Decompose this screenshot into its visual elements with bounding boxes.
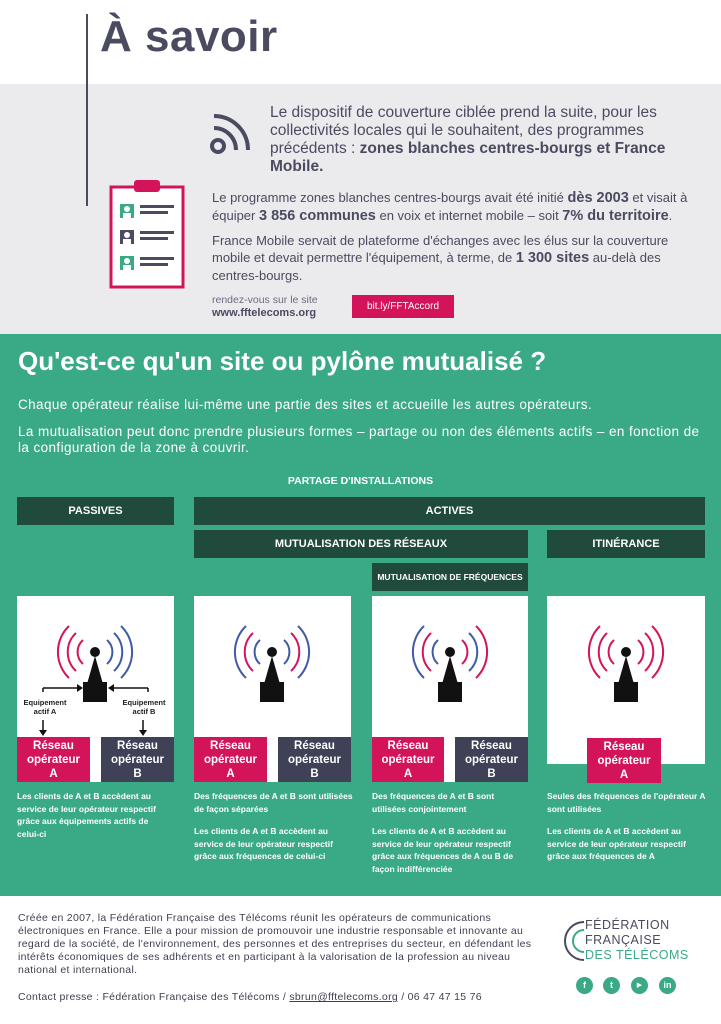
- page-title: À savoir: [100, 12, 278, 61]
- operator-a-box: Réseau opérateur A: [372, 737, 444, 782]
- email-link[interactable]: sbrun@fftelecoms.org: [289, 991, 399, 1003]
- operator-a-box: Réseau opérateur A: [587, 738, 661, 783]
- actives-header: ACTIVES: [194, 497, 705, 525]
- fft-logo-text: FÉDÉRATION FRANÇAISE DES TÉLÉCOMS: [585, 918, 689, 962]
- signal-icon: [208, 108, 256, 156]
- website-link[interactable]: www.fftelecoms.org: [212, 307, 317, 319]
- operator-b-box: Réseau opérateur B: [278, 737, 351, 782]
- itinerance-header: ITINÉRANCE: [547, 530, 705, 558]
- clipboard-icon: [108, 178, 186, 290]
- section-paragraph-2: La mutualisation peut donc prendre plusieurs formes – partage ou non des éléments actifs – en fonction de la configuration de la zone à couvrir.: [18, 424, 700, 455]
- youtube-icon[interactable]: ▶: [631, 977, 648, 994]
- operator-a-box: Réseau opérateur A: [194, 737, 267, 782]
- antenna-tower-icon: [222, 610, 322, 706]
- france-mobile-text: France Mobile servait de plateforme d'échanges avec les élus sur la couverture mobile et devait permettre l'équipement, à terme, de 1 300 sites au-delà des centres-bourgs.: [212, 233, 669, 283]
- antenna-tower-icon: [400, 610, 500, 706]
- linkedin-icon[interactable]: in: [659, 977, 676, 994]
- partage-heading: PARTAGE D'INSTALLATIONS: [287, 475, 434, 487]
- equipment-a-label: Equipement actif A: [23, 698, 67, 716]
- shared-frequencies-description: Des fréquences de A et B sont utilisées conjointement Les clients de A et B accèdent au service de leur opérateur respectif grâce aux fréquences de A ou B de façon indifférenciée: [372, 791, 514, 874]
- twitter-icon[interactable]: t: [603, 977, 620, 994]
- program-text: Le programme zones blanches centres-bourgs avait été initié dès 2003 et visait à équiper 3 856 communes en voix et internet mobile – soit 7% du territoire.: [212, 190, 688, 224]
- mutualisation-frequences-header: MUTUALISATION DE FRÉQUENCES: [372, 563, 528, 591]
- footer-text: Créée en 2007, la Fédération Française des Télécoms réunit les opérateurs de communications électroniques en France. Elle a pour mission de promouvoir une industrie responsable et innovante au regard de la société, de l'environnement, des personnes et des entreprises du secteur, en défendant les intérêts économiques de ses adhérents et en participant à la valorisation de la profession au niveau national et international.: [18, 912, 532, 976]
- section-title: Qu'est-ce qu'un site ou pylône mutualisé ?: [18, 346, 547, 376]
- intro-text: Le dispositif de couverture ciblée prend la suite, pour les collectivités locales qui le souhaitent, des programmes précédents : zones blanches centres-bourgs et France Mobile.: [270, 104, 666, 175]
- operator-b-box: Réseau opérateur B: [101, 737, 174, 782]
- operator-b-box: Réseau opérateur B: [455, 737, 528, 782]
- separated-frequencies-description: Des fréquences de A et B sont utilisées de façon séparées Les clients de A et B accèdent au service de leur opérateur respectif grâce aux fréquences de celui-ci: [194, 791, 353, 861]
- short-link-button[interactable]: bit.ly/FFTAccord: [352, 295, 454, 318]
- passives-header: PASSIVES: [17, 497, 174, 525]
- fft-logo-icon: [562, 918, 586, 964]
- title-divider: [86, 14, 88, 206]
- antenna-tower-icon: [576, 610, 676, 706]
- section-paragraph-1: Chaque opérateur réalise lui-même une partie des sites et accueille les autres opérateurs.: [18, 397, 593, 412]
- passives-description: Les clients de A et B accèdent au service de leur opérateur respectif grâce aux équipements actifs de celui-ci: [17, 791, 156, 839]
- operator-a-box: Réseau opérateur A: [17, 737, 90, 782]
- facebook-icon[interactable]: f: [576, 977, 593, 994]
- equipment-b-label: Equipement actif B: [122, 698, 166, 716]
- itinerance-description: Seules des fréquences de l'opérateur A sont utilisées Les clients de A et B accèdent au service de leur opérateur respectif grâce aux fréquences de A: [547, 791, 706, 861]
- website-info: rendez-vous sur le site www.fftelecoms.org: [212, 294, 318, 319]
- mutualisation-reseaux-header: MUTUALISATION DES RÉSEAUX: [194, 530, 528, 558]
- press-contact: Contact presse : Fédération Française des Télécoms / sbrun@fftelecoms.org / 06 47 47 15 76: [18, 991, 482, 1003]
